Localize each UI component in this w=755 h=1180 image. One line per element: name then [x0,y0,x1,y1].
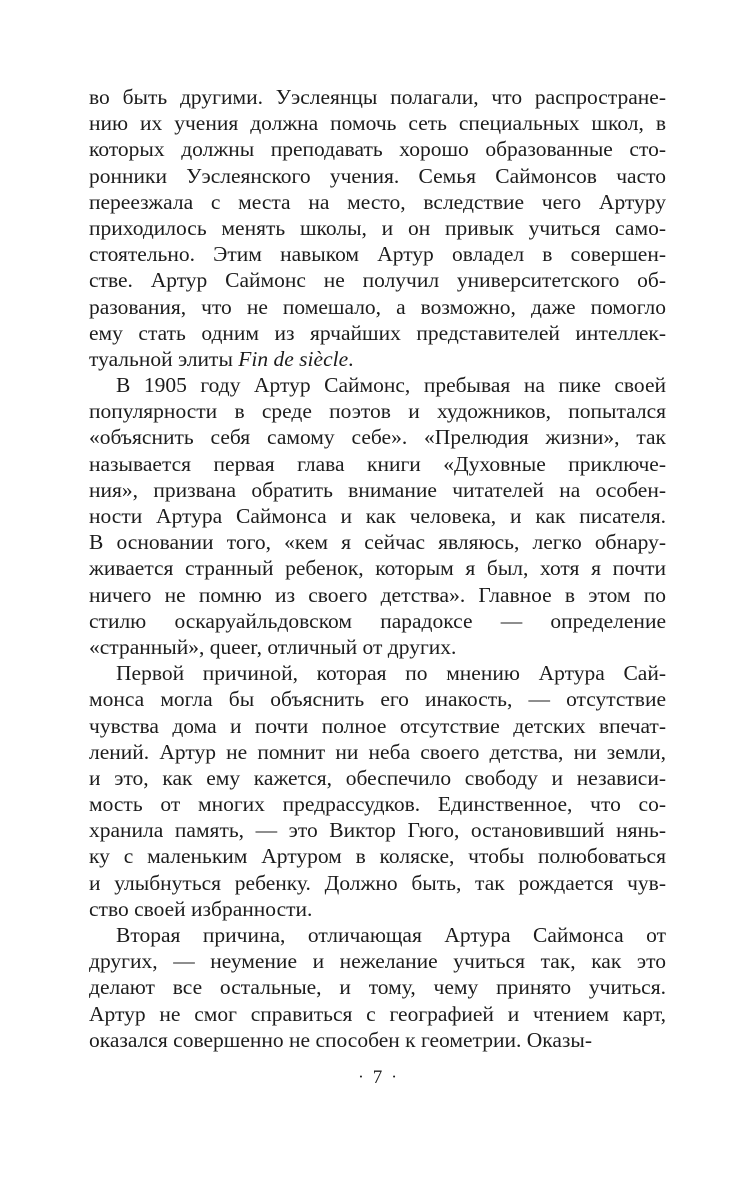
text-line: переезжала с места на место, вследствие чего Артуру [89,189,666,214]
text-line: разования, что не помешало, а возможно, даже помогло [89,294,666,319]
text-line: оказался совершенно не способен к геометрии. Оказы- [89,1027,592,1052]
text-line: популярности в среде поэтов и художников, попытался [89,399,666,424]
text-line: ку с маленьким Артуром в коляске, чтобы полюбоваться [89,844,666,869]
text-line: живается странный ребенок, которым я был, хотя я почти [89,556,666,581]
text-line: В 1905 году Артур Саймонс, пребывая на пике своей [116,373,666,398]
text-line: «странный», queer, отличный от других. [89,634,457,659]
text-line: нию их учения должна помочь сеть специальных школ, в [89,111,666,136]
text-line: которых должны преподавать хорошо образованные сто- [89,137,666,162]
text-line: и это, как ему кажется, обеспечило свободу и независи- [89,765,666,790]
text-segment: туальной элиты [89,346,239,371]
text-line: ности Артура Саймонса и как человека, и как писателя. [89,504,666,528]
text-line: ронники Уэслеянского учения. Семья Саймонсов часто [89,163,666,188]
page-number: 7 [372,1067,383,1088]
paragraph [89,922,666,1053]
text-line: чувства дома и почти полное отсутствие детских впечат- [89,713,666,738]
footer-dot-left: · [358,1067,364,1086]
paragraph [89,84,666,372]
text-line: стилю оскаруайльдовском парадоксе — определение [89,608,666,633]
text-line: монса могла бы объяснить его инакость, — отсутствие [89,687,666,712]
text-line: стоятельно. Этим навыком Артур овладел в совершен- [89,242,666,267]
paragraph [89,660,666,922]
text-line: Вторая причина, отличающая Артура Саймонса от [116,923,666,947]
text-line: Артур не смог справиться с географией и чтением карт, [89,1001,666,1026]
italic-phrase: Fin de siècle [238,346,349,371]
text-line: Первой причиной, которая по мнению Артура Сай- [116,661,666,686]
text-line: других, — неумение и нежелание учиться так, как это [89,949,666,974]
text-line: ничего не помню из своего детства». Главное в этом по [89,582,666,607]
page-footer [89,1066,666,1090]
text-line: делают все остальные, и тому, чему принято учиться. [89,975,666,1000]
text-line: стве. Артур Саймонс не получил университетского об- [89,268,666,293]
text-line: ния», призвана обратить внимание читателей на особен- [89,477,666,502]
text-line: приходилось менять школы, и он привык учиться само- [89,215,666,240]
text-line: называется первая глава книги «Духовные приключе- [89,451,666,476]
text-line: В основании того, «кем я сейчас являюсь, легко обнару- [89,530,666,555]
text-line: во быть другими. Уэслеянцы полагали, что распростране- [89,85,666,109]
text-line: мость от многих предрассудков. Единственное, что со- [89,792,666,817]
text-line: «объяснить себя самому себе». «Прелюдия жизни», так [89,425,666,450]
text-line: ство своей избранности. [89,896,313,921]
footer-dot-right: · [391,1067,397,1086]
text-line [89,346,666,372]
paragraph [89,372,666,660]
text-line: ему стать одним из ярчайших представителей интеллек- [89,320,666,345]
text-line: и улыбнуться ребенку. Должно быть, так рождается чув- [89,870,666,895]
text-line: хранила память, — это Виктор Гюго, остановивший нянь- [89,818,666,843]
text-line: лений. Артур не помнит ни неба своего детства, ни земли, [89,739,666,764]
text-block [89,84,666,1053]
text-segment: . [348,346,354,371]
